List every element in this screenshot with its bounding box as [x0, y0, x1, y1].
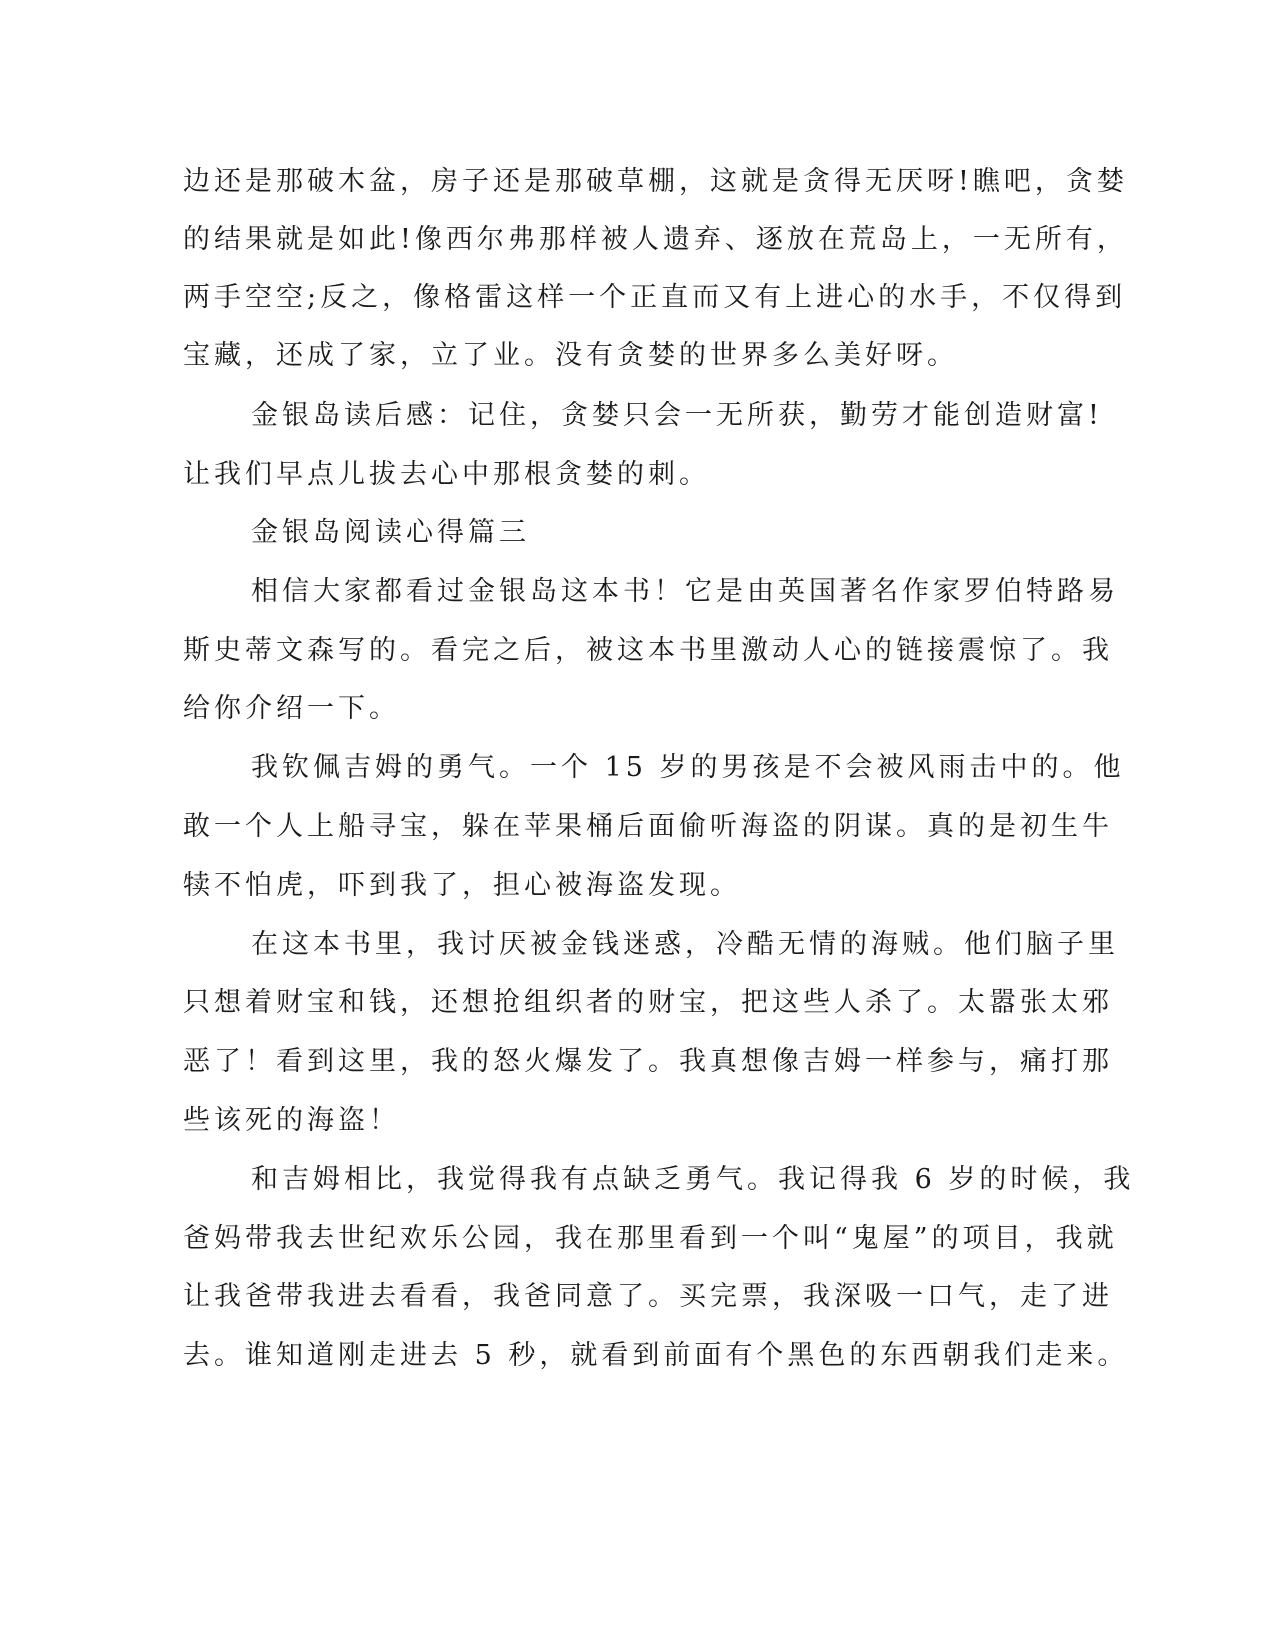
text-line: 相信大家都看过金银岛这本书！它是由英国著名作家罗伯特路易	[251, 576, 1119, 607]
text-line: 金银岛读后感：记住，贪婪只会一无所获，勤劳才能创造财富!	[251, 400, 1103, 431]
text-line: 些该死的海盗！	[183, 1105, 400, 1136]
text-line: 只想着财宝和钱，还想抢组织者的财宝，把这些人杀了。太嚣张太邪	[183, 987, 1113, 1018]
text-line: 犊不怕虎，吓到我了，担心被海盗发现。	[183, 870, 741, 901]
text-line: 敢一个人上船寻宝，躲在苹果桶后面偷听海盗的阴谋。真的是初生牛	[183, 811, 1113, 842]
text-line: 宝藏，还成了家，立了业。没有贪婪的世界多么美好呀。	[183, 340, 958, 371]
text-line: 的结果就是如此!像西尔弗那样被人遗弃、逐放在荒岛上，一无所有，	[183, 224, 1128, 255]
text-line: 和吉姆相比，我觉得我有点缺乏勇气。我记得我 6 岁的时候，我	[251, 1164, 1135, 1195]
text-line: 让我爸带我进去看看，我爸同意了。买完票，我深吸一口气，走了进	[183, 1281, 1113, 1312]
text-line: 斯史蒂文森写的。看完之后，被这本书里激动人心的链接震惊了。我	[183, 635, 1113, 666]
section-heading: 金银岛阅读心得篇三	[251, 517, 530, 548]
text-line: 我钦佩吉姆的勇气。一个 15 岁的男孩是不会被风雨击中的。他	[251, 752, 1125, 783]
text-line: 去。谁知道刚走进去 5 秒，就看到前面有个黑色的东西朝我们走来。	[183, 1340, 1129, 1371]
text-line: 恶了！看到这里，我的怒火爆发了。我真想像吉姆一样参与，痛打那	[183, 1046, 1113, 1077]
text-line: 爸妈带我去世纪欢乐公园，我在那里看到一个叫“鬼屋”的项目，我就	[183, 1223, 1118, 1254]
text-line: 给你介绍一下。	[183, 693, 400, 724]
text-line: 边还是那破木盆，房子还是那破草棚，这就是贪得无厌呀!瞧吧，贪婪	[183, 166, 1128, 197]
text-line: 两手空空;反之，像格雷这样一个正直而又有上进心的水手，不仅得到	[183, 282, 1127, 313]
text-line: 让我们早点儿拔去心中那根贪婪的刺。	[183, 459, 710, 490]
text-line: 在这本书里，我讨厌被金钱迷惑，冷酷无情的海贼。他们脑子里	[251, 929, 1119, 960]
